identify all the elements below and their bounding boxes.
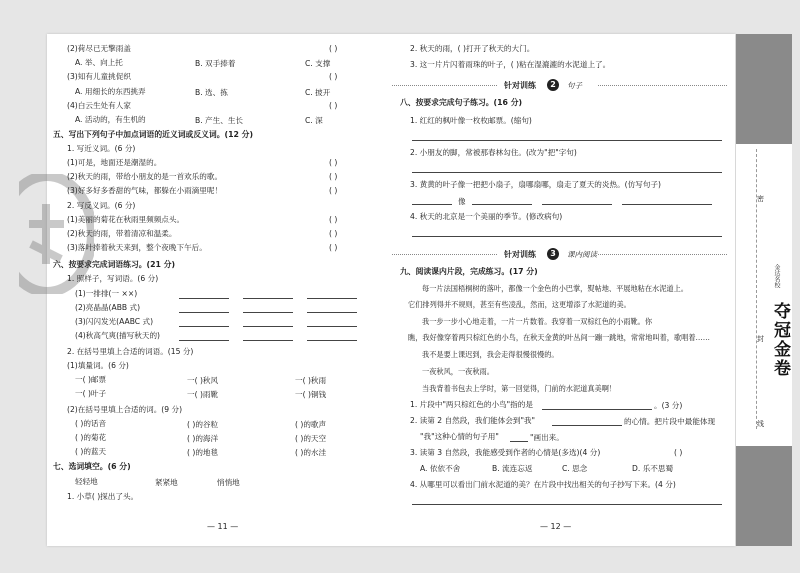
question-text: "我"这种心情的句子用" <box>420 432 499 441</box>
answer-line[interactable] <box>412 140 722 141</box>
col-c: 一( )秋雨 <box>295 376 327 385</box>
line-text: (3)好多好多香甜的气味，都躲在小雨滴里呢！ <box>67 186 223 195</box>
option-b: B. 双手捧着 <box>195 59 236 68</box>
question-text: 2. 小朋友的脚，常被那春林勾住。(改为"把"字句) <box>410 148 577 157</box>
line-text: (3)闪闪发光(AABC 式) <box>75 317 154 326</box>
passage-line: 我不是要上课迟到，我会走得很慢很慢的。 <box>422 350 559 359</box>
passage-line: 瞧，我好像穿着两只棕红色的小鸟，在秋天金黄的叶丛间一蹦一跳地，常常地叫着，歌唱着…… <box>408 333 710 342</box>
line-text: (1)可是，地面还是潮湿的。 <box>67 158 162 167</box>
col-b: 一( )秋风 <box>187 376 219 385</box>
question-text: 1. 片段中"两只棕红色的小鸟"指的是 <box>410 400 533 409</box>
line-text: (2)在括号里填上合适的词。(9 分) <box>67 405 183 414</box>
option-text: B. 流连忘返 <box>492 464 533 473</box>
training-band-3 <box>392 248 727 261</box>
answer-line[interactable] <box>412 172 722 173</box>
band-subtitle: 课内阅读 <box>567 250 597 259</box>
line-text: A. 用细长的东西挑弄 <box>75 87 146 96</box>
col-c: ( )的水洼 <box>295 448 327 457</box>
line-text: A. 活动的，有生机的 <box>75 115 146 124</box>
line-text: 1. 写近义词。(6 分) <box>67 144 136 153</box>
line-text: 2. 秋天的雨，( )打开了秋天的大门。 <box>410 44 535 53</box>
left-page <box>47 34 387 546</box>
section-heading: 九、阅读课内片段，完成练习。(17 分) <box>400 267 538 276</box>
line-text: ( )的菊花 <box>75 433 107 442</box>
line-text: 六、按要求完成词语练习。(21 分) <box>53 260 176 269</box>
band-label: 针对训练 <box>504 250 536 259</box>
question-text: 的心情。把片段中最能体现 <box>624 417 716 426</box>
col-c: ( )的歌声 <box>295 420 327 429</box>
answer-paren: ( ) <box>674 448 683 457</box>
answer-paren: ( ) <box>329 72 338 81</box>
line-text: (2)亮晶晶(ABB 式) <box>75 303 141 312</box>
line-text: 2. 写反义词。(6 分) <box>67 201 136 210</box>
question-text: 4. 从哪里可以看出门前水泥道的美？在片段中找出相关的句子抄写下来。(4 分) <box>410 480 676 489</box>
line-text: 1. 照样子，写词语。(6 分) <box>67 274 159 283</box>
brand-small: 金达名校 <box>773 264 780 288</box>
answer-line[interactable] <box>179 326 229 327</box>
line-text: (2)秋天的雨，带给小朋友的是一首欢乐的歌。 <box>67 172 223 181</box>
section-heading: 八、按要求完成句子练习。(16 分) <box>400 98 523 107</box>
brand-logo: 夺冠金卷 <box>770 302 790 378</box>
line-text: (4)白云生处有人家 <box>67 101 131 110</box>
page-number: — 11 — <box>207 522 239 531</box>
col-b: 一( )雨靴 <box>187 390 219 399</box>
answer-line[interactable] <box>243 340 293 341</box>
col-b: ( )的谷粒 <box>187 420 219 429</box>
answer-line[interactable] <box>307 326 357 327</box>
question-text: 4. 秋天的北京是一个美丽的季节。(修改病句) <box>410 212 563 221</box>
answer-line[interactable] <box>510 441 528 442</box>
option-text: A. 依依不舍 <box>420 464 461 473</box>
line-text: (2)荷尽已无擎雨盖 <box>67 44 131 53</box>
sidebar-bottom-bar <box>736 446 792 546</box>
line-text: ( )的话音 <box>75 419 107 428</box>
line-text: 一( )邮票 <box>75 375 107 384</box>
answer-paren: ( ) <box>329 158 338 167</box>
answer-line[interactable] <box>243 312 293 313</box>
page-number: — 12 — <box>540 522 572 531</box>
answer-paren: ( ) <box>329 229 338 238</box>
answer-paren: ( ) <box>329 101 338 110</box>
option-text: D. 乐不思蜀 <box>632 464 674 473</box>
line-text: (3)落叶捧着秋天来到，整个夜晚下午后。 <box>67 243 207 252</box>
line-text: 一( )叶子 <box>75 389 107 398</box>
seal-line <box>756 149 757 429</box>
answer-line[interactable] <box>179 312 229 313</box>
blank-like: 像 <box>458 197 466 206</box>
option-b: B. 选、拣 <box>195 88 228 97</box>
col-b: ( )的地毯 <box>187 448 219 457</box>
right-page <box>392 34 735 546</box>
sidebar-top-bar <box>736 34 792 144</box>
line-text: 轻轻地 <box>75 477 98 486</box>
line-text: (3)知有儿童挑促织 <box>67 72 131 81</box>
passage-line: 我一步一步小心地走着，一片一片数着。我穿着一双棕红色的小雨靴。你 <box>422 317 653 326</box>
option-c: C. 深 <box>305 116 323 125</box>
line-text: 七、选词填空。(6 分) <box>53 462 131 471</box>
option-c: C. 支撑 <box>305 59 331 68</box>
answer-line[interactable] <box>179 298 229 299</box>
line-text: A. 举、向上托 <box>75 58 123 67</box>
option-b: B. 产生、生长 <box>195 116 244 125</box>
line-text: (1)填量词。(6 分) <box>67 361 129 370</box>
line-text: (1)一排排(一 ××) <box>75 289 138 298</box>
seal-label-1: 密 <box>757 195 764 203</box>
answer-line[interactable] <box>307 298 357 299</box>
answer-line[interactable] <box>243 326 293 327</box>
line-text: 2. 在括号里填上合适的词语。(15 分) <box>67 347 194 356</box>
training-band-2 <box>392 79 727 92</box>
word-c: 悄悄地 <box>217 478 240 487</box>
line-text: (4)秋高气爽(描写秋天的) <box>75 331 161 340</box>
line-text: (2)秋天的雨，带着清凉和温柔。 <box>67 229 177 238</box>
answer-paren: ( ) <box>329 172 338 181</box>
passage-line: 当我背着书包去上学时，第一回觉得，门前的水泥道真美啊！ <box>422 384 617 393</box>
question-text: "画出来。 <box>530 433 564 442</box>
question-text: 1. 红红的枫叶像一枚枚邮票。(缩句) <box>410 116 532 125</box>
answer-line[interactable] <box>307 340 357 341</box>
answer-line[interactable] <box>243 298 293 299</box>
passage-line: 一夜秋风，一夜秋雨。 <box>422 367 494 376</box>
band-subtitle: 句子 <box>567 81 582 90</box>
seal-label-2: 封 <box>757 335 764 343</box>
band-number: 3 <box>547 248 559 260</box>
line-text: (1)美丽的菊花在秋雨里频频点头。 <box>67 215 185 224</box>
question-text: 3. 读第 3 自然段，我能感受到作者的心情是(多选)(4 分) <box>410 448 601 457</box>
answer-line[interactable] <box>472 204 532 205</box>
col-c: ( )的天空 <box>295 434 327 443</box>
band-number: 2 <box>547 79 559 91</box>
passage-line: 每一片法国梧桐树的落叶，都像一个金色的小巴掌，熨帖地、平展地粘在水泥道上。 <box>422 284 688 293</box>
question-score: 。(3 分) <box>654 401 683 410</box>
answer-paren: ( ) <box>329 243 338 252</box>
answer-paren: ( ) <box>329 186 338 195</box>
answer-line[interactable] <box>542 409 652 410</box>
worksheet-sheet <box>47 34 735 546</box>
word-b: 紧紧地 <box>155 478 178 487</box>
question-text: 2. 读第 2 自然段，我们能体会到"我" <box>410 416 536 425</box>
answer-paren: ( ) <box>329 215 338 224</box>
answer-line[interactable] <box>179 340 229 341</box>
answer-line[interactable] <box>412 236 722 237</box>
line-text: 3. 这一片片闪着雨珠的叶子，( )粘在湿漉漉的水泥道上了。 <box>410 60 611 69</box>
passage-line: 它们排列得并不规则，甚至有些凌乱，然而，这更增添了水泥道的美。 <box>408 300 631 309</box>
answer-line[interactable] <box>542 204 612 205</box>
band-label: 针对训练 <box>504 81 536 90</box>
option-text: C. 思念 <box>562 464 588 473</box>
col-b: ( )的海洋 <box>187 434 219 443</box>
col-c: 一( )铜钱 <box>295 390 327 399</box>
line-text: 五、写出下列句子中加点词语的近义词或反义词。(12 分) <box>53 130 254 139</box>
line-text: ( )的蓝天 <box>75 447 107 456</box>
answer-line[interactable] <box>622 204 712 205</box>
answer-line[interactable] <box>307 312 357 313</box>
answer-line[interactable] <box>552 425 622 426</box>
answer-line[interactable] <box>412 504 722 505</box>
seal-label-3: 线 <box>757 420 764 428</box>
option-c: C. 披开 <box>305 88 331 97</box>
answer-line[interactable] <box>412 204 452 205</box>
question-text: 3. 黄黄的叶子像一把把小扇子，扇哪扇哪，扇走了夏天的炎热。(仿写句子) <box>410 180 661 189</box>
line-text: 1. 小草( )探出了头。 <box>67 492 139 501</box>
answer-paren: ( ) <box>329 44 338 53</box>
binding-sidebar <box>736 34 792 546</box>
